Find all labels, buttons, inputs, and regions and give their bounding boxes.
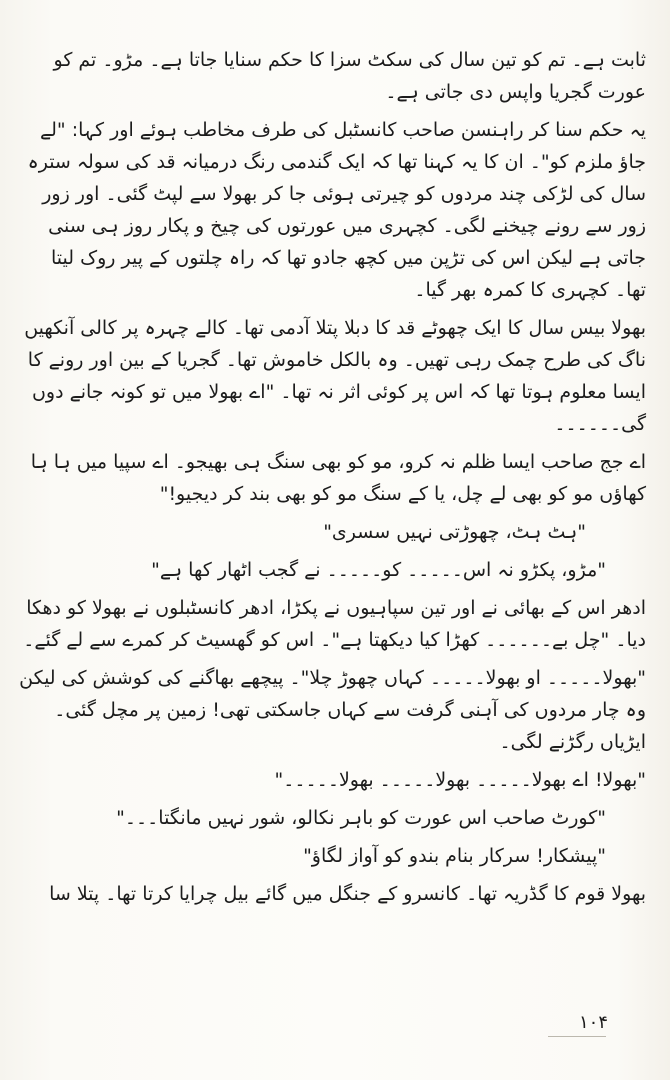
page-number-rule <box>548 1036 606 1037</box>
paragraph-verdict: ثابت ہے۔ تم کو تین سال کی سکٹ سزا کا حکم سنایا جاتا ہے۔ مڑو۔ تم کو عورت گجریا واپس دی جاتی ہے۔ <box>53 49 646 103</box>
page-body-text <box>18 44 646 916</box>
dialogue-line-1: "ہٹ ہٹ، چھوڑتی نہیں سسری" <box>323 521 586 543</box>
dialogue-line-2: "مڑو، پکڑو نہ اس۔۔۔۔۔ کو۔۔۔۔۔ نے گجب اٹھار کھا ہے" <box>151 559 606 581</box>
paragraph-plea: اے جج صاحب ایسا ظلم نہ کرو، مو کو بھی سنگ ہی بھیجو۔ اے سپیا میں ہا ہا کھاؤں مو کو بھی لے چل، یا کے سنگ مو کو بھی بند کر دیجیو!" <box>30 451 646 505</box>
paragraph-struggle: "بھولا۔۔۔۔۔ او بھولا۔۔۔۔۔ کہاں چھوڑ چلا"۔ پیچھے بھاگنے کی کوشش کی لیکن وہ چار مردوں کی آہنی گرفت سے کہاں جاسکتی تھی! زمین پر مچل گئی۔ ایڑیاں رگڑنے لگی۔ <box>19 667 646 753</box>
dialogue-line-5: "پیشکار! سرکار بنام بندو کو آواز لگاؤ" <box>303 845 606 867</box>
paragraph-bhola-description: بھولا بیس سال کا ایک چھوٹے قد کا دبلا پتلا آدمی تھا۔ کالے چہرہ پر کالی آنکھیں ناگ کی طرح چمک رہی تھیں۔ وہ بالکل خاموش تھا۔ گجریا کے بین اور رونے کا ایسا معلوم ہوتا تھا کہ اس پر کوئی اثر نہ تھا۔ "اے بھولا میں تو کونہ جانے دوں گی۔۔۔۔۔۔ <box>24 317 646 435</box>
paragraph-judge-order: یہ حکم سنا کر راہنسن صاحب کانسٹبل کی طرف مخاطب ہوئے اور کہا: "لے جاؤ ملزم کو"۔ ان کا یہ کہنا تھا کہ ایک گندمی رنگ درمیانہ قد کی سولہ سترہ سال کی لڑکی چند مردوں کو چیرتی ہوئی جا کر بھولا سے لپٹ گئی۔ اور زور زور سے رونے چیخنے لگی۔ کچہری میں عورتوں کی چیخ و پکار روز ہی سنی جاتی ہے لیکن اس کی تڑپن میں کچھ جادو تھا کہ راہ چلتوں کے پیر روک لیتا تھا۔ کچہری کا کمرہ بھر گیا۔ <box>27 119 646 301</box>
paragraph-bhola-origin: بھولا قوم کا گڈریہ تھا۔ کانسرو کے جنگل میں گائے بیل چرایا کرتا تھا۔ پتلا سا <box>49 883 646 905</box>
paragraph-dragged-away: ادھر اس کے بھائی نے اور تین سپاہیوں نے پکڑا، ادھر کانسٹبلوں نے بھولا کو دھکا دیا۔ "چل بے۔۔۔۔۔۔ کھڑا کیا دیکھتا ہے"۔ اس کو گھسیٹ کر کمرے سے لے گئے۔ <box>23 597 646 651</box>
dialogue-line-3: "بھولا! اے بھولا۔۔۔۔۔ بھولا۔۔۔۔۔ بھولا۔۔۔۔۔" <box>274 769 646 791</box>
dialogue-line-4: "کورٹ صاحب اس عورت کو باہر نکالو، شور نہیں مانگتا۔۔۔" <box>116 807 606 829</box>
page-number: ۱۰۴ <box>578 1012 608 1033</box>
